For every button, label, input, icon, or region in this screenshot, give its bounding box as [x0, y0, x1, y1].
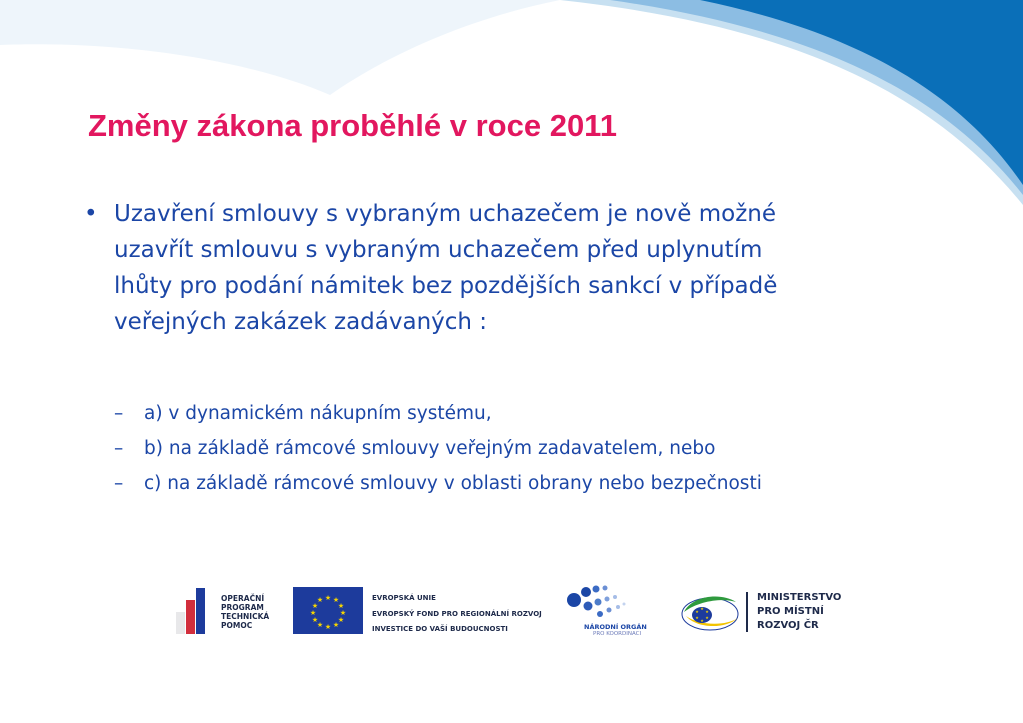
sub-bullet-text: b) na základě rámcové smlouvy veřejným zadavatelem, nebo: [144, 438, 716, 459]
svg-text:★: ★: [309, 609, 317, 617]
sub-bullet-item: [78, 466, 958, 501]
mmr-logo-text: MINISTERSTVO PRO MÍSTNÍ ROZVOJ ČR: [757, 592, 842, 631]
sub-bullet-container: [78, 396, 958, 501]
bullet-line: veřejných zakázek zadávaných :: [114, 309, 488, 335]
svg-text:★: ★: [311, 616, 319, 624]
svg-text:★: ★: [700, 618, 704, 623]
dash-marker: –: [114, 438, 124, 459]
svg-text:★: ★: [705, 609, 709, 614]
sub-bullet-text: c) na základě rámcové smlouvy v oblasti obrany nebo bezpečnosti: [144, 473, 762, 494]
svg-text:★: ★: [324, 594, 332, 602]
mmr-logo-icon: [680, 590, 742, 634]
svg-text:★: ★: [339, 609, 347, 617]
svg-text:★: ★: [695, 609, 699, 614]
eu-flag-icon: [293, 587, 363, 634]
sub-bullet-list: [78, 396, 958, 501]
dash-marker: –: [114, 403, 124, 424]
logo-bar: [0, 580, 1023, 650]
narodni-organ-title: NÁRODNÍ ORGÁN: [584, 623, 647, 631]
svg-text:★: ★: [324, 623, 332, 631]
sub-bullet-item: [78, 431, 958, 466]
svg-text:★: ★: [337, 602, 345, 610]
optp-logo-text: OPERAČNÍ PROGRAM TECHNICKÁ POMOC: [221, 594, 270, 630]
mmr-divider: [746, 592, 748, 632]
bullet-line: Uzavření smlouvy s vybraným uchazečem je nově možné: [114, 201, 777, 227]
svg-text:★: ★: [311, 602, 319, 610]
bullet-list: [78, 196, 958, 501]
bullet-marker: •: [84, 201, 98, 227]
slide-title: Změny zákona proběhlé v roce 2011: [88, 108, 617, 143]
svg-text:★: ★: [705, 615, 709, 620]
dash-marker: –: [114, 473, 124, 494]
svg-text:★: ★: [700, 606, 704, 611]
bullet-line: lhůty pro podání námitek bez pozdějších sankcí v případě: [114, 273, 778, 299]
narodni-organ-subtitle: PRO KOORDINACI: [593, 631, 642, 637]
sub-bullet-item: [78, 396, 958, 431]
bullet-line: uzavřít smlouvu s vybraným uchazečem před uplynutím: [114, 237, 763, 263]
sub-bullet-text: a) v dynamickém nákupním systému,: [144, 403, 492, 424]
svg-text:★: ★: [695, 615, 699, 620]
main-bullet: [78, 196, 958, 340]
svg-text:★: ★: [316, 596, 324, 604]
eu-logo-text: EVROPSKÁ UNIE EVROPSKÝ FOND PRO REGIONÁLNÍ ROZVOJ INVESTICE DO VAŠÍ BUDOUCNOSTI: [372, 594, 542, 633]
svg-text:★: ★: [316, 621, 324, 629]
svg-text:★: ★: [332, 596, 340, 604]
svg-text:★: ★: [337, 616, 345, 624]
svg-text:★: ★: [332, 621, 340, 629]
